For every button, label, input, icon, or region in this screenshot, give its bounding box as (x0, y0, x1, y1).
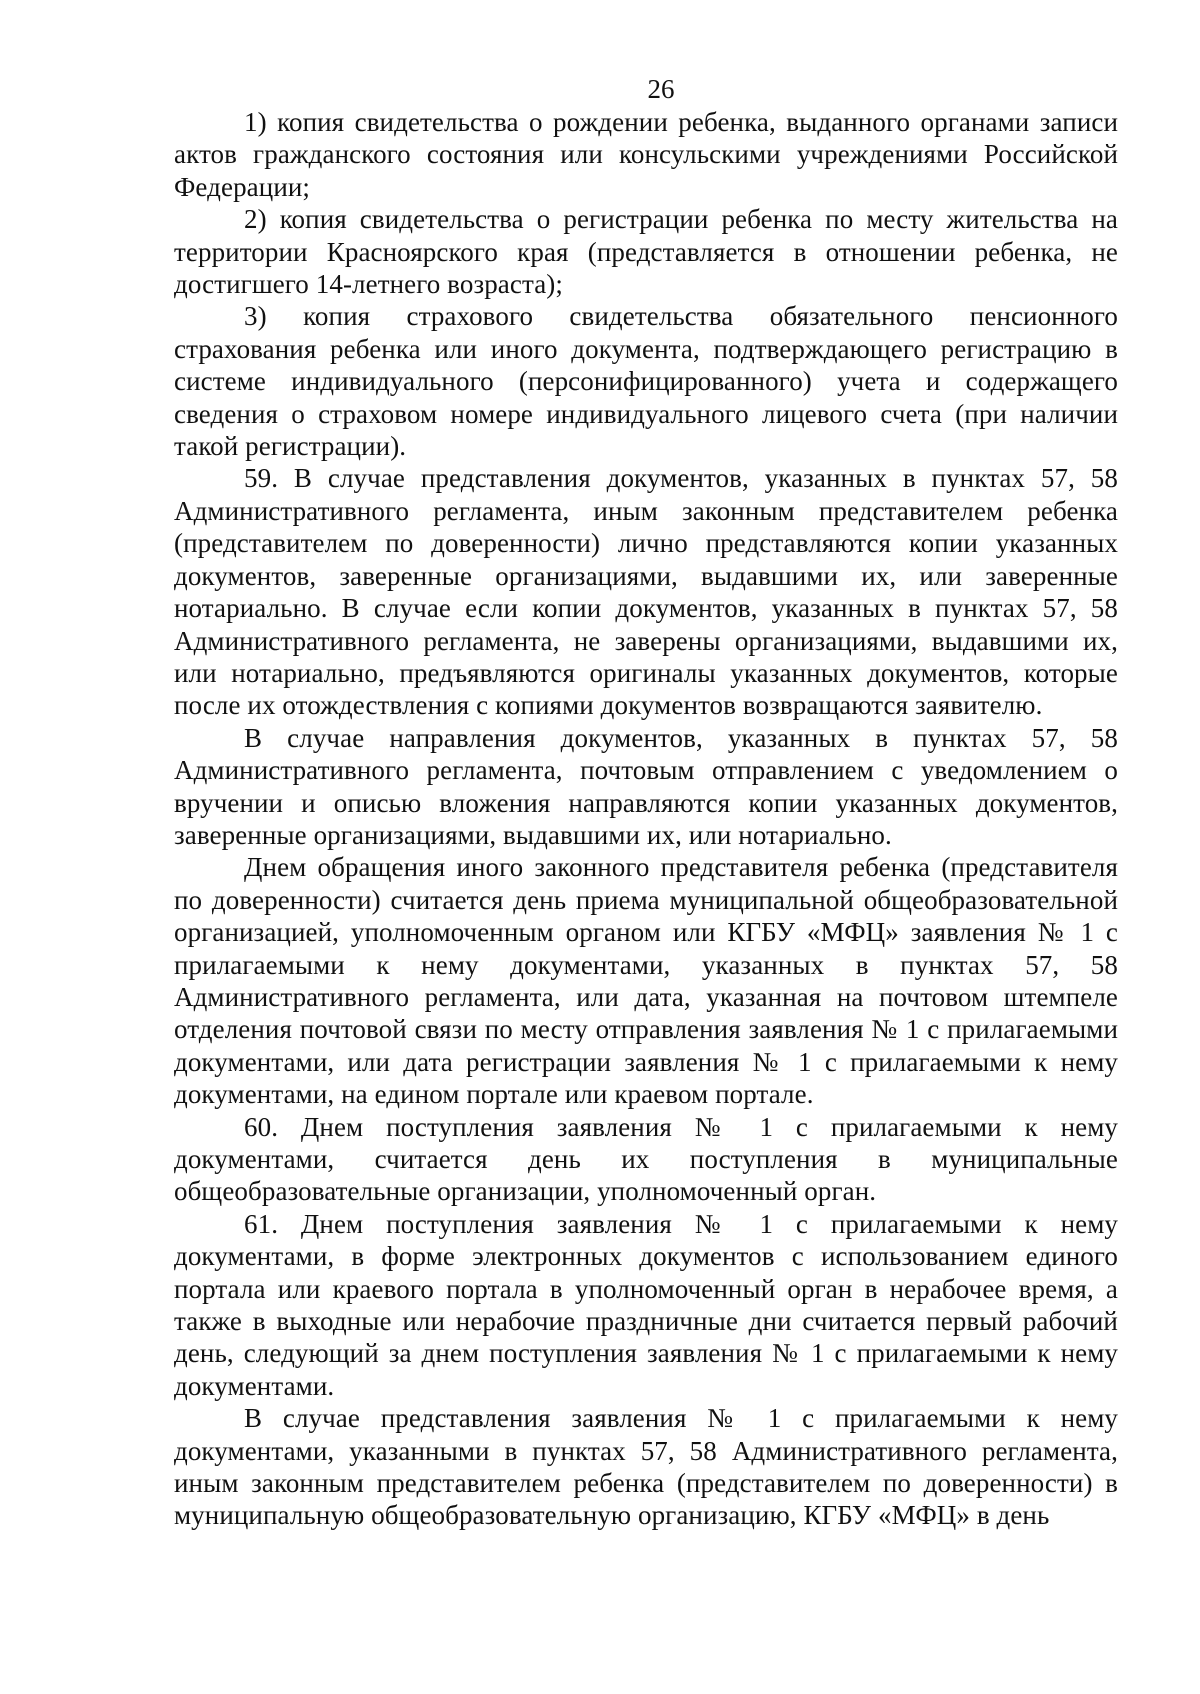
page-number: 26 (647, 74, 675, 104)
paragraph-clause-61: 61. Днем поступления заявления № 1 с прилагаемыми к нему документами, в форме электронных документов с использованием единого портала или краевого портала в уполномоченный орган в нерабочее время, а также в выходные или нерабочие праздничные дни считается первый рабочий день, следующий за днем поступления заявления № 1 с прилагаемыми к нему документами. (174, 1208, 1118, 1401)
paragraph-clause-60: 60. Днем поступления заявления № 1 с прилагаемыми к нему документами, считается день их поступления в муниципальные общеобразовательные организации, уполномоченный орган. (174, 1111, 1118, 1207)
paragraph-representative-submission: В случае представления заявления № 1 с прилагаемыми к нему документами, указанными в пунктах 57, 58 Административного регламента, иным законным представителем ребенка (представителем по доверенности) в муниципальную общеобразовательную организацию, КГБУ «МФЦ» в день (174, 1403, 1118, 1531)
paragraph-submission-date: Днем обращения иного законного представителя ребенка (представителя по доверенности) считается день приема муниципальной общеобразовательной организацией, уполномоченным органом или КГБУ «МФЦ» заявления № 1 с прилагаемыми к нему документами, указанных в пунктах 57, 58 Административного регламента, или дата, указанная на почтовом штемпеле отделения почтовой связи по месту отправления заявления № 1 с прилагаемыми документами, или дата регистрации заявления № 1 с прилагаемыми к нему документами, на едином портале или краевом портале. (174, 852, 1118, 1110)
paragraph-item-1-birth-certificate: 1) копия свидетельства о рождении ребенка, выданного органами записи актов гражданского состояния или консульскими учреждениями Российской Федерации; (174, 107, 1118, 202)
paragraph-item-3-insurance-certificate: 3) копия страхового свидетельства обязательного пенсионного страхования ребенка или иного документа, подтверждающего регистрацию в системе индивидуального (персонифицированного) учета и содержащего сведения о страховом номере индивидуального лицевого счета (при наличии такой регистрации). (174, 301, 1118, 462)
paragraph-clause-59: 59. В случае представления документов, указанных в пунктах 57, 58 Административного регламента, иным законным представителем ребенка (представителем по доверенности) лично представляются копии указанных документов, заверенные организациями, выдавшими их, или заверенные нотариально. В случае если копии документов, указанных в пунктах 57, 58 Административного регламента, не заверены организациями, выдавшими их, или нотариально, предъявляются оригиналы указанных документов, которые после их отождествления с копиями документов возвращаются заявителю. (174, 463, 1118, 721)
paragraph-item-2-registration-certificate: 2) копия свидетельства о регистрации ребенка по месту жительства на территории Красноярского края (представляется в отношении ребенка, не достигшего 14-летнего возраста); (174, 204, 1118, 300)
document-page (174, 72, 1118, 1532)
paragraph-postal-submission: В случае направления документов, указанных в пунктах 57, 58 Административного регламента, почтовым отправлением с уведомлением о вручении и описью вложения направляются копии указанных документов, заверенные организациями, выдавшими их, или нотариально. (174, 722, 1118, 850)
